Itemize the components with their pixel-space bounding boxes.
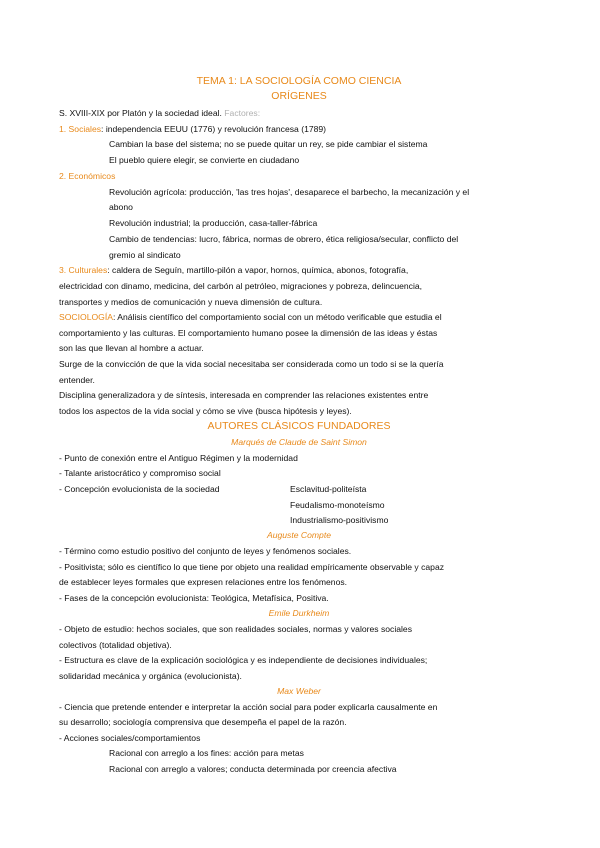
culturales-text: electricidad con dinamo, medicina, del carbón al petróleo, migraciones y pobreza, delincuencia, xyxy=(59,281,423,291)
evolution-stage: Esclavitud-politeísta xyxy=(290,484,367,494)
economicos-item: Revolución industrial; la producción, casa-taller-fábrica xyxy=(109,218,318,228)
saint-simon-item: - Concepción evolucionista de la sociedad xyxy=(59,484,220,494)
sociologia-text: Surge de la convicción de que la vida social necesitaba ser considerada como un todo si se la quería xyxy=(59,359,444,369)
origenes-intro: S. XVIII-XIX por Platón y la sociedad ideal. xyxy=(59,108,222,118)
factor-culturales-label: 3. Culturales xyxy=(59,265,108,275)
comte-text: - Fases de la concepción evolucionista: Teológica, Metafísica, Positiva. xyxy=(59,593,329,603)
document-title: TEMA 1: LA SOCIOLOGÍA COMO CIENCIA xyxy=(196,75,402,87)
durkheim-text: - Objeto de estudio: hechos sociales, que son realidades sociales, normas y valores sociales xyxy=(59,624,413,634)
factor-culturales xyxy=(59,263,408,277)
sociologia-text: todos los aspectos de la vida social y cómo se vive (busca hipótesis y leyes). xyxy=(59,406,352,416)
weber-text: - Acciones sociales/comportamientos xyxy=(59,733,201,743)
sociologia-text: comportamiento y las culturas. El comportamiento humano posee la dimensión de las ideas y éstas xyxy=(59,328,438,338)
sociologia-text: Disciplina generalizadora y de síntesis, interesada en comprender las relaciones existentes entre xyxy=(59,390,429,400)
weber-accion: Racional con arreglo a los fines: acción para metas xyxy=(109,748,304,758)
comte-text: de establecer leyes formales que expresen relaciones entre los fenómenos. xyxy=(59,577,348,587)
sociologia-text: entender. xyxy=(59,375,95,385)
factor-economicos-label: 2. Económicos xyxy=(59,171,116,181)
durkheim-text: solidaridad mecánica y orgánica (evolucionista). xyxy=(59,671,242,681)
sociales-item: El pueblo quiere elegir, se convierte en ciudadano xyxy=(109,155,300,165)
factor-sociales-text: : independencia EEUU (1776) y revolución francesa (1789) xyxy=(101,124,327,134)
saint-simon-item: - Talante aristocrático y compromiso social xyxy=(59,468,221,478)
factor-sociales-label: 1. Sociales xyxy=(59,124,102,134)
origenes-intro-line xyxy=(59,106,260,120)
durkheim-text: - Estructura es clave de la explicación sociológica y es independiente de decisiones individuales; xyxy=(59,655,428,665)
sociologia-label: SOCIOLOGÍA xyxy=(59,312,113,322)
author-name-comte: Auguste Compte xyxy=(266,530,331,540)
evolution-stage: Industrialismo-positivismo xyxy=(290,515,389,525)
comte-text: - Positivista; sólo es científico lo que tiene por objeto una realidad empíricamente observable y capaz xyxy=(59,562,445,572)
author-name-saint-simon: Marqués de Claude de Saint Simon xyxy=(231,437,367,447)
culturales-text: : caldera de Seguín, martillo-pilón a vapor, hornos, química, abonos, fotografía, xyxy=(107,265,409,275)
durkheim-text: colectivos (totalidad objetiva). xyxy=(59,640,172,650)
weber-accion: Racional con arreglo a valores; conducta determinada por creencia afectiva xyxy=(109,764,397,774)
author-name-weber: Max Weber xyxy=(277,686,321,696)
section-heading-autores: AUTORES CLÁSICOS FUNDADORES xyxy=(207,420,391,432)
section-heading-origenes: ORÍGENES xyxy=(271,90,327,102)
weber-text: - Ciencia que pretende entender e interpretar la acción social para poder explicarla causalmente en xyxy=(59,702,438,712)
culturales-text: transportes y medios de comunicación y nueva dimensión de cultura. xyxy=(59,297,323,307)
weber-text: su desarrollo; sociología comprensiva que desempeña el papel de la razón. xyxy=(59,717,347,727)
evolution-stage: Feudalismo-monoteísmo xyxy=(290,500,385,510)
comte-text: - Término como estudio positivo del conjunto de leyes y fenómenos sociales. xyxy=(59,546,352,556)
sociologia-text: : Análisis científico del comportamiento social con un método verificable que estudia el xyxy=(112,312,442,322)
economicos-item: Cambio de tendencias: lucro, fábrica, normas de obrero, ética religiosa/secular, conflicto del xyxy=(109,234,459,244)
saint-simon-item: - Punto de conexión entre el Antiguo Régimen y la modernidad xyxy=(59,453,298,463)
sociologia-definition xyxy=(59,310,442,324)
author-name-durkheim: Emile Durkheim xyxy=(268,608,330,618)
factor-sociales xyxy=(59,122,326,136)
sociales-item: Cambian la base del sistema; no se puede quitar un rey, se pide cambiar el sistema xyxy=(109,139,428,149)
economicos-item: Revolución agrícola: producción, 'las tres hojas', desaparece el barbecho, la mecanización y el xyxy=(109,187,470,197)
economicos-item: gremio al sindicato xyxy=(109,250,181,260)
sociologia-text: son las que llevan al hombre a actuar. xyxy=(59,343,204,353)
factores-label: Factores: xyxy=(224,108,261,118)
economicos-item: abono xyxy=(109,202,133,212)
